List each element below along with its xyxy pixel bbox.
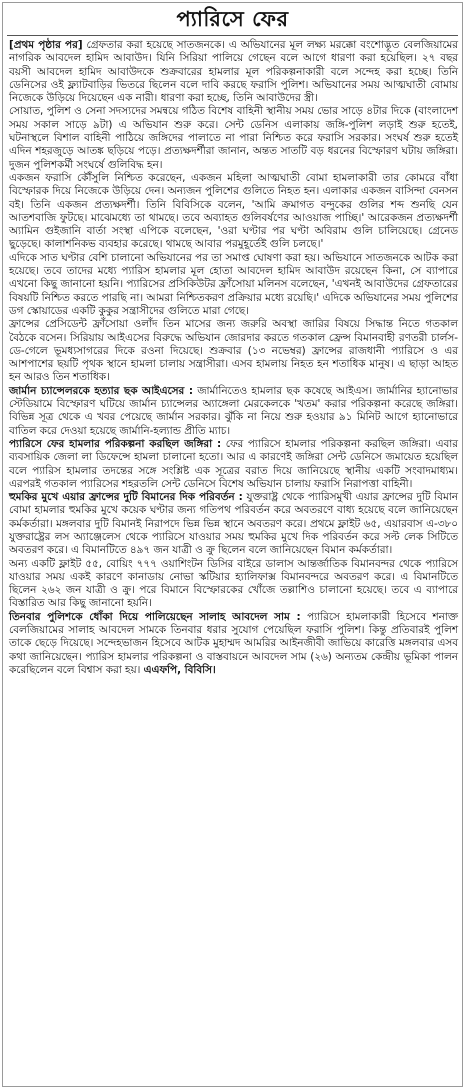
paragraph-5: [9, 318, 458, 384]
paragraph-text: অন্য একটি ফ্লাইট ৫৫, বোয়িং ৭৭৭ ওয়াশিংটন ডিসির বাইরে ডালাস আন্তর্জাতিক বিমানবন্দর থেকে প্যারিসে যাওয়ার সময় একই কারণে কানাডায় নোভা স্কটিয়ার হ্যালিফাক্স বিমানবন্দরে অবতরণ করে। এ বিমানটিতে ছিলেন ২৬২ জন যাত্রী ও ক্রু। পরে বিমানে বিস্ফোরকের খোঁজে তল্লাশিও চালানো হয়েছে। তবে এ ব্যাপারে বিস্তারিত আর কিছু জানানো হয়নি।: [9, 557, 458, 610]
paragraph-text: এদিকে সাত ঘণ্টার বেশি চালানো অভিযানের পর তা সমাপ্ত ঘোষণা করা হয়। অভিযানে সাতজনকে আটক করা হয়েছে। তবে তাদের মধ্যে প্যারিস হামলার মূল হোতা আবদেল হামিদ আবাউদ রয়েছেন কিনা, সে ব্যাপারে এখনো কিছু জানানো হয়নি। প্যারিসের প্রসিকিউটর ফ্রাঁসোয়া মলিনস বলেছেন, 'এখনই আবাউদের গ্রেফতারের বিষয়টি নিশ্চিত করতে পারছি না। আমরা নিশ্চিতকরণ প্রক্রিয়ার মধ্যে রয়েছি।' এদিকে অভিযানের সময় পুলিশের ডগ স্কোয়াডের একটি কুকুর সন্ত্রাসীদের গুলিতে মারা গেছে।: [9, 251, 458, 317]
paragraph-9: [9, 558, 458, 611]
paragraph-3: [9, 172, 458, 252]
paragraph-10: [9, 611, 458, 677]
news-clipping: [2, 2, 463, 1087]
paragraph-6: [9, 385, 458, 438]
subheading-paris-plot: প্যারিসে ফের হামলার পরিকল্পনা করছিল জঙ্গিরা :: [9, 437, 222, 450]
paragraph-text: প্যারিসে হামলাকারী হিসেবে শনাক্ত বেলজিয়ামের সালাহ আবদেল সামকে তিনবার ধরার সুযোগ পেয়েছিল ফরাসি পুলিশ। কিন্তু প্রতিবারই পুলিশ তাকে ছেড়ে দিয়েছে। সন্দেহভাজন হিসেবে আটক মুহাম্মদ আমরির আইনজীবী জাভিয়ে কারেত্তি মঙ্গলবার এসব কথা জানিয়েছেন। প্যারিস হামলার পরিকল্পনা ও বাস্তবায়নে আবদেল সাম (২৬) অন্যতম কেন্দ্রীয় ভূমিকা পালন করেছিলেন বলে বিশ্বাস করা হয়।: [9, 610, 458, 676]
paragraph-text: যুক্তরাষ্ট্র থেকে প্যারিসমুখী এয়ার ফ্রান্সের দুটি বিমান বোমা হামলার হুমকির মুখে কয়েক ঘণ্টার জন্য গতিপথ পরিবর্তন করে অবতরণে বাধ্য হয়েছে বলে জানিয়েছেন কর্মকর্তারা। মঙ্গলবার দুটি বিমানই নিরাপদে ভিন্ন ভিন্ন স্থানে অবতরণ করে। প্রথমে ফ্লাইট ৬৫, এয়ারবাস এ-৩৮০ যুক্তরাষ্ট্রের লস অ্যাঞ্জেলেস থেকে প্যারিসে যাওয়ার সময় হুমকির মুখে দিক পরিবর্তন করে সল্ট লেক সিটিতে অবতরণ করে। এ বিমানটিতে ৪৯৭ জন যাত্রী ও ক্রু ছিলেন বলে জানিয়েছেন বিমান কর্মকর্তারা।: [9, 491, 458, 557]
subheading-air-france: হুমকির মুখে এয়ার ফ্রান্সের দুটি বিমানের দিক পরিবর্তন :: [9, 491, 243, 504]
paragraph-text: জার্মানিতেও হামলার ছক কষেছে আইএস। জার্মানির হ্যানোভার স্টেডিয়ামে বিস্ফোরণ ঘটিয়ে জার্মান চ্যান্সেলর অ্যাঙ্গেলা মেরকেলকে 'খতম' করার পরিকল্পনা করেছে জঙ্গিরা। বিভিন্ন সূত্র থেকে এ খবর পেয়েছে জার্মান সরকার। ঝুঁকি না নিয়ে শুরু হওয়ার ৯১ মিনিট আগে হ্যানোভারে বাতিল করে দেওয়া হয়েছে জার্মানি-হল্যান্ড প্রীতি ম্যাচ।: [9, 384, 458, 437]
paragraph-1: [9, 39, 458, 105]
paragraph-8: [9, 491, 458, 557]
subheading-abdeslam: তিনবার পুলিশকে ধোঁকা দিয়ে পালিয়েছেন সালাহ আবদেল সাম :: [9, 610, 301, 623]
paragraph-text: ফের প্যারিসে হামলার পরিকল্পনা করছিল জঙ্গিরা। এবার ব্যবসায়িক জেলা লা ডিফেন্সে হামলা চালানো হতো। আর এ কারণেই জঙ্গিরা সেন্ট ডেনিসে জমায়েত হয়েছিল বলে প্যারিস হামলার তদন্তের সঙ্গে সংশ্লিষ্ট এক সূত্রের বরাত দিয়ে জানিয়েছে স্থানীয় একটি সংবাদমাধ্যম। এরপরই গতকাল প্যারিসের শহরতলি সেন্ট ডেনিসে বিশেষ অভিযান চালায় ফরাসি নিরাপত্তা বাহিনী।: [9, 437, 458, 490]
lead-bracket-close: ]: [77, 39, 83, 51]
headline-text: প্যারিসে ফের: [176, 7, 289, 31]
paragraph-7: [9, 438, 458, 491]
paragraph-text: গ্রেফতার করা হয়েছে সাতজনকে। এ অভিযানের মূল লক্ষ্য মরক্কো বংশোদ্ভূত বেলজিয়ামের নাগরিক আবদেল হামিদ আবাউদ। যিনি সিরিয়া পালিয়ে গেছেন বলে আগে ধারণা করা হয়েছিল। ২৭ বছর বয়সী আবদেল হামিদ আবাউদকে শুক্রবারের হামলার মূল পরিকল্পনাকারী বলে সন্দেহ করা হচ্ছে। তিনি ডেনিসের ওই ফ্ল্যাটবাড়ির ভিতরে ছিলেন বলে দাবি করছে ফরাসি পুলিশ। অভিযানের সময় আত্মঘাতী বোমায় নিজেকে উড়িয়ে দিয়েছেন এক নারী। ধারণা করা হচ্ছে, তিনি আবাউদের স্ত্রী।: [9, 39, 458, 105]
paragraph-text: একজন ফরাসি কৌঁসুলি নিশ্চিত করেছেন, একজন মহিলা আত্মঘাতী বোমা হামলাকারী তার কোমরে বাঁধা বিস্ফোরক দিয়ে নিজেকে উড়িয়ে দেন। অন্যজন পুলিশের গুলিতে নিহত হন। এলাকার একজন বাসিন্দা বেনসন বই। তিনি একজন প্রত্যক্ষদর্শী। তিনি বিবিসিকে বলেন, 'আমি ক্রমাগত বন্দুকের গুলির শব্দ শুনছি যেন আতশবাজি ফুটছে। মাঝেমধ্যে তা থামছে। তবে অব্যাহত গুলিবর্ষণের আওয়াজ পাচ্ছি।' আরেকজন প্রত্যক্ষদর্শী অ্যামিন গুইজানি বার্তা সংস্থা এপিকে বলেছেন, 'ওরা ঘণ্টার পর ঘণ্টা অবিরাম গুলি চালিয়েছে। গ্রেনেড ছুড়েছে। কালাশনিকভ ব্যবহার করেছে। থামছে আবার পরমুহূর্তেই গুলি চলছে।': [9, 171, 458, 251]
headline: [3, 3, 462, 35]
paragraph-text: সোয়াত, পুলিশ ও সেনা সদস্যদের সমন্বয়ে গঠিত বিশেষ বাহিনী স্থানীয় সময় ভোর সাড়ে ৪টার দিকে (বাংলাদেশ সময় সকাল সাড়ে ৯টা) এ অভিযান শুরু করে। সেন্ট ডেনিস এলাকায় জঙ্গি-পুলিশ লড়াই শুরু হতেই, ঘটনাস্থলে বিশাল বাহিনী পাঠিয়ে জঙ্গিদের পালাতে না পারা নিশ্চিত করে ফরাসি সরকার। সংঘর্ষ শুরু হতেই এদিন শহরজুড়ে আতঙ্ক ছড়িয়ে পড়ে। প্রত্যক্ষদর্শীরা জানান, অন্তত সাতটি বড় ধরনের বিস্ফোরণ ঘটায় জঙ্গিরা। দুজন পুলিশকর্মী সংঘর্ষে গুলিবিদ্ধ হন।: [9, 105, 458, 171]
source-credit: এএফপি, বিবিসি।: [143, 663, 216, 676]
continuation-tag: প্রথম পৃষ্ঠার পর: [13, 39, 78, 51]
headline-divider: [7, 35, 458, 36]
lead-bracket-open: [: [9, 39, 14, 51]
subheading-merkel-plot: জার্মান চ্যান্সেলরকে হত্যার ছক আইএসের :: [9, 384, 193, 397]
paragraph-4: [9, 252, 458, 318]
paragraph-2: [9, 105, 458, 171]
article-body: [3, 39, 462, 677]
paragraph-text: ফ্রান্সের প্রেসিডেন্ট ফ্রাঁসোয়া ওলাঁদ তিন মাসের জন্য জরুরি অবস্থা জারির বিষয়ে সিদ্ধান্ত নিতে গতকাল বৈঠকে বসেন। সিরিয়ায় আইএসের বিরুদ্ধে অভিযান জোরদার করতে গতকাল ফ্রেন্স বিমানবাহী রণতরী চার্লস-ডে-গেলে ভূমধ্যসাগরের দিকে রওনা দিয়েছে। শুক্রবার (১৩ নভেম্বর) ফ্রান্সের রাজধানী প্যারিসে ও এর আশপাশের ছয়টি পৃথক স্থানে হামলা চালায় সন্ত্রাসীরা। এসব হামলায় নিহত হন শতাধিক মানুষ। এ ছাড়া আহত হন আরও তিন শতাধিক।: [9, 318, 458, 384]
